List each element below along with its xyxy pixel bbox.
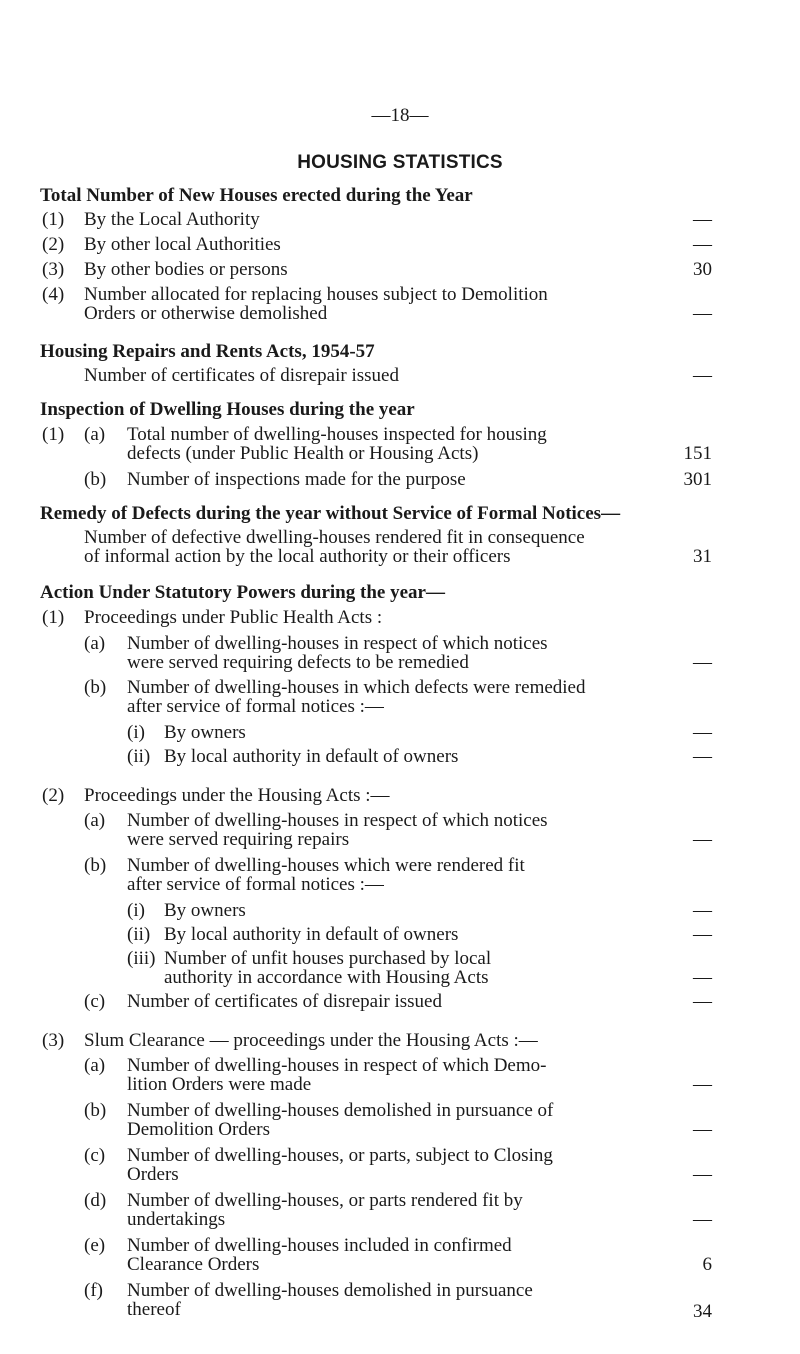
item-text-continued: defects (under Public Health or Housing Acts) [127, 443, 479, 464]
item-label: (c) [84, 991, 106, 1012]
item-text-continued: were served requiring repairs [127, 829, 350, 850]
item-label: (i) [127, 722, 145, 743]
item-label: (e) [84, 1235, 106, 1256]
item-value: — [693, 303, 712, 324]
item-label: (ii) [127, 924, 151, 945]
item-value: — [693, 746, 712, 767]
item-value: 6 [702, 1254, 712, 1275]
item-number: (2) [42, 234, 65, 255]
item-text: Number of dwelling-houses demolished in pursuance of [127, 1100, 554, 1121]
item-text: By local authority in default of owners [164, 924, 459, 945]
item-value: 31 [693, 546, 712, 567]
item-number: (4) [42, 284, 65, 305]
item-number: (3) [42, 1030, 65, 1051]
item-value: — [693, 900, 712, 921]
item-text-continued: thereof [127, 1299, 181, 1320]
item-text: Number of dwelling-houses in respect of which notices [127, 633, 548, 654]
item-text: Slum Clearance — proceedings under the Housing Acts :— [84, 1030, 538, 1051]
item-text: Number of dwelling-houses, or parts, subject to Closing [127, 1145, 553, 1166]
item-label: (b) [84, 855, 107, 876]
item-value: — [693, 967, 712, 988]
item-text-continued: authority in accordance with Housing Acts [164, 967, 489, 988]
item-number: (1) [42, 424, 65, 445]
item-text: By owners [164, 722, 246, 743]
item-label: (b) [84, 1100, 107, 1121]
item-text: By other local Authorities [84, 234, 281, 255]
page-number: —18— [371, 105, 429, 126]
item-text: Number of certificates of disrepair issued [127, 991, 442, 1012]
item-value: — [693, 829, 712, 850]
item-text-continued: Clearance Orders [127, 1254, 260, 1275]
item-value: — [693, 924, 712, 945]
item-text: Number of unfit houses purchased by local [164, 948, 492, 969]
item-text: Number of dwelling-houses in which defects were remedied [127, 677, 586, 698]
item-text: By local authority in default of owners [164, 746, 459, 767]
item-label: (c) [84, 1145, 106, 1166]
section-heading-statutory: Action Under Statutory Powers during the year— [40, 582, 445, 603]
item-text: Number of dwelling-houses demolished in pursuance [127, 1280, 533, 1301]
item-text: By the Local Authority [84, 209, 260, 230]
item-label: (a) [84, 1055, 106, 1076]
section-heading-new-houses: Total Number of New Houses erected during the Year [40, 185, 473, 206]
item-label: (a) [84, 810, 106, 831]
item-text: By other bodies or persons [84, 259, 288, 280]
section-heading-inspection: Inspection of Dwelling Houses during the year [40, 399, 415, 420]
item-text: Proceedings under the Housing Acts :— [84, 785, 390, 806]
item-value: — [693, 991, 712, 1012]
item-text: Number of dwelling-houses in respect of which notices [127, 810, 548, 831]
item-text-continued: were served requiring defects to be remedied [127, 652, 469, 673]
item-text-continued: lition Orders were made [127, 1074, 312, 1095]
item-value: — [693, 1164, 712, 1185]
item-number: (1) [42, 607, 65, 628]
item-label: (d) [84, 1190, 107, 1211]
item-label: (f) [84, 1280, 103, 1301]
item-text: Number of dwelling-houses included in confirmed [127, 1235, 512, 1256]
item-text-continued: after service of formal notices :— [127, 874, 384, 895]
item-value: — [693, 234, 712, 255]
item-text: Number of dwelling-houses in respect of which Demo- [127, 1055, 547, 1076]
item-label: (b) [84, 469, 107, 490]
item-text: Number allocated for replacing houses subject to Demolition [84, 284, 548, 305]
item-value: — [693, 1119, 712, 1140]
item-label: (i) [127, 900, 145, 921]
item-label: (b) [84, 677, 107, 698]
item-text-continued: Orders [127, 1164, 179, 1185]
item-value: — [693, 652, 712, 673]
item-value: 34 [693, 1301, 712, 1322]
item-label: (a) [84, 424, 106, 445]
item-text-continued: undertakings [127, 1209, 226, 1230]
item-number: (1) [42, 209, 65, 230]
item-value: — [693, 1209, 712, 1230]
item-text-continued: after service of formal notices :— [127, 696, 384, 717]
item-text: By owners [164, 900, 246, 921]
item-text: Number of certificates of disrepair issued [84, 365, 399, 386]
item-text: Number of inspections made for the purpose [127, 469, 466, 490]
item-value: 151 [683, 443, 712, 464]
item-label: (a) [84, 633, 106, 654]
item-number: (2) [42, 785, 65, 806]
item-number: (3) [42, 259, 65, 280]
item-value: — [693, 1074, 712, 1095]
section-heading-remedy: Remedy of Defects during the year without Service of Formal Notices— [40, 503, 621, 524]
section-heading-repairs-rents: Housing Repairs and Rents Acts, 1954-57 [40, 341, 375, 362]
item-value: — [693, 209, 712, 230]
item-text: Proceedings under Public Health Acts : [84, 607, 383, 628]
item-text: Number of defective dwelling-houses rendered fit in consequence [84, 527, 585, 548]
item-value: — [693, 365, 712, 386]
item-text: Total number of dwelling-houses inspected for housing [127, 424, 547, 445]
item-text-continued: Demolition Orders [127, 1119, 271, 1140]
item-text-continued: of informal action by the local authority or their officers [84, 546, 511, 567]
item-text: Number of dwelling-houses, or parts rendered fit by [127, 1190, 523, 1211]
item-value: — [693, 722, 712, 743]
item-text-continued: Orders or otherwise demolished [84, 303, 328, 324]
item-text: Number of dwelling-houses which were rendered fit [127, 855, 525, 876]
page-title: HOUSING STATISTICS [297, 152, 503, 173]
item-label: (ii) [127, 746, 151, 767]
item-label: (iii) [127, 948, 156, 969]
item-value: 30 [693, 259, 712, 280]
item-value: 301 [683, 469, 712, 490]
